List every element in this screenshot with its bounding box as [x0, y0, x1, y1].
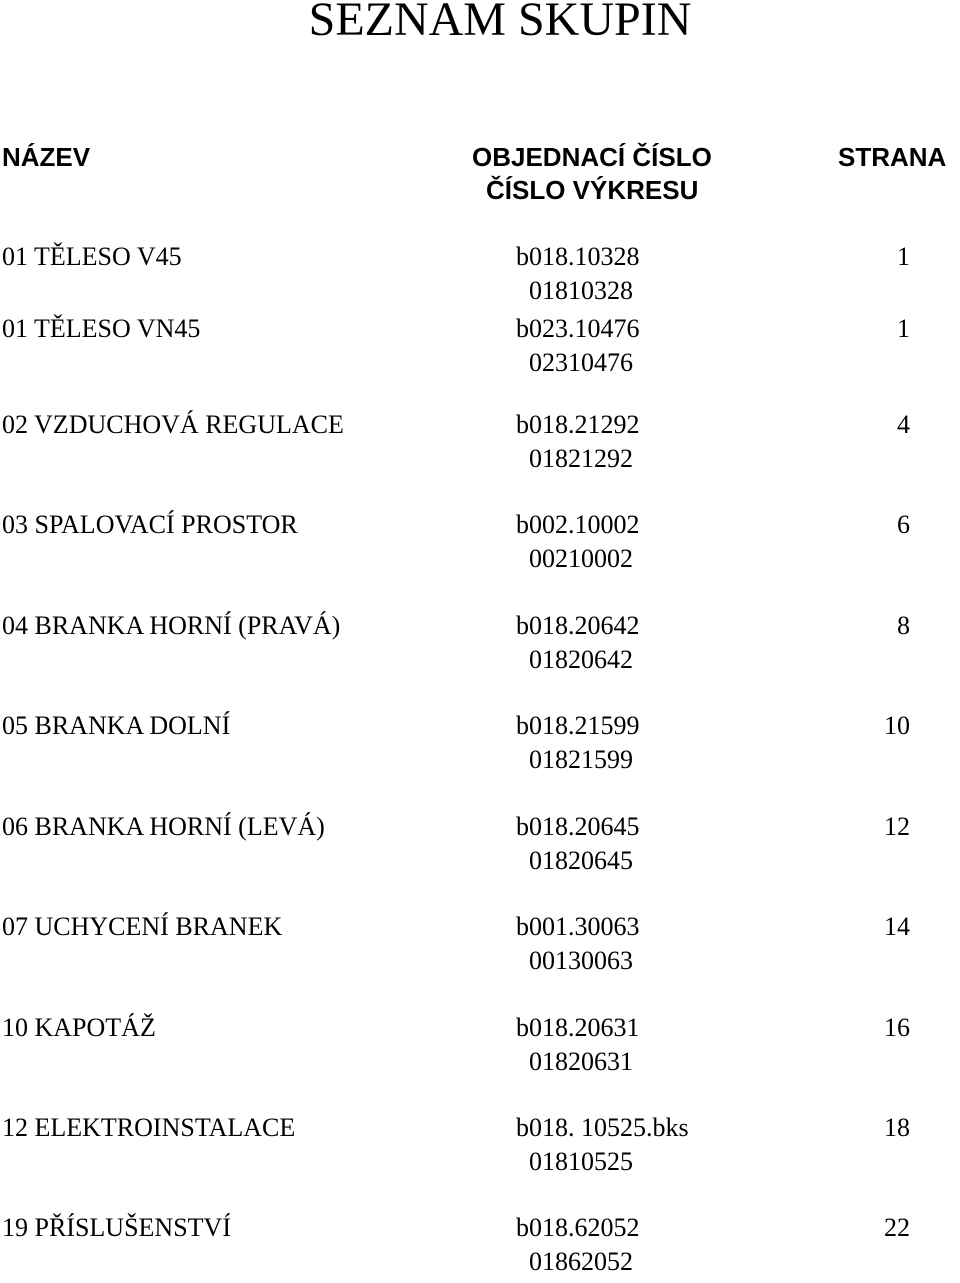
group-name: 02 VZDUCHOVÁ REGULACE — [2, 410, 344, 439]
drawing-number: 01821599 — [529, 745, 633, 774]
page-number: 12 — [884, 812, 910, 841]
drawing-number: 02310476 — [529, 348, 633, 377]
page-number: 10 — [884, 711, 910, 740]
group-name: 19 PŘÍSLUŠENSTVÍ — [2, 1213, 231, 1242]
page-number: 8 — [897, 611, 910, 640]
page-number: 14 — [884, 912, 910, 941]
table-row — [0, 510, 960, 580]
drawing-number: 01820642 — [529, 645, 633, 674]
drawing-number: 01820631 — [529, 1047, 633, 1076]
page-number: 16 — [884, 1013, 910, 1042]
page-number: 1 — [897, 242, 910, 271]
order-number: b018.10328 — [516, 242, 640, 271]
table-row — [0, 410, 960, 480]
order-number: b018.21292 — [516, 410, 640, 439]
page-number: 6 — [897, 510, 910, 539]
column-header-page: STRANA — [838, 142, 947, 172]
order-number: b001.30063 — [516, 912, 640, 941]
drawing-number: 00130063 — [529, 946, 633, 975]
group-name: 01 TĚLESO V45 — [2, 242, 182, 271]
table-row — [0, 242, 960, 312]
table-row — [0, 1013, 960, 1083]
page-title: SEZNAM SKUPIN — [308, 0, 692, 46]
group-name: 04 BRANKA HORNÍ (PRAVÁ) — [2, 611, 341, 640]
group-name: 03 SPALOVACÍ PROSTOR — [2, 510, 298, 539]
table-row — [0, 314, 960, 384]
group-name: 06 BRANKA HORNÍ (LEVÁ) — [2, 812, 325, 841]
order-number: b023.10476 — [516, 314, 640, 343]
order-number: b018. 10525.bks — [516, 1113, 689, 1142]
order-number: b018.21599 — [516, 711, 640, 740]
group-name: 12 ELEKTROINSTALACE — [2, 1113, 296, 1142]
table-row — [0, 1113, 960, 1183]
order-number: b018.20645 — [516, 812, 640, 841]
page-number: 18 — [884, 1113, 910, 1142]
table-row — [0, 611, 960, 681]
column-header-name: NÁZEV — [2, 142, 91, 172]
table-row — [0, 1213, 960, 1283]
drawing-number: 00210002 — [529, 544, 633, 573]
page-number: 4 — [897, 410, 910, 439]
table-row — [0, 812, 960, 882]
column-header-drawing-number: ČÍSLO VÝKRESU — [486, 175, 699, 205]
page-number: 22 — [884, 1213, 910, 1242]
group-name: 10 KAPOTÁŽ — [2, 1013, 156, 1042]
drawing-number: 01821292 — [529, 444, 633, 473]
table-row — [0, 711, 960, 781]
group-name: 07 UCHYCENÍ BRANEK — [2, 912, 283, 941]
group-name: 01 TĚLESO VN45 — [2, 314, 201, 343]
column-header-order-number: OBJEDNACÍ ČÍSLO — [472, 142, 712, 172]
page-number: 1 — [897, 314, 910, 343]
table-row — [0, 912, 960, 982]
group-name: 05 BRANKA DOLNÍ — [2, 711, 231, 740]
drawing-number: 01862052 — [529, 1247, 633, 1276]
drawing-number: 01810525 — [529, 1147, 633, 1176]
drawing-number: 01820645 — [529, 846, 633, 875]
order-number: b018.20631 — [516, 1013, 640, 1042]
order-number: b018.20642 — [516, 611, 640, 640]
drawing-number: 01810328 — [529, 276, 633, 305]
order-number: b018.62052 — [516, 1213, 640, 1242]
order-number: b002.10002 — [516, 510, 640, 539]
